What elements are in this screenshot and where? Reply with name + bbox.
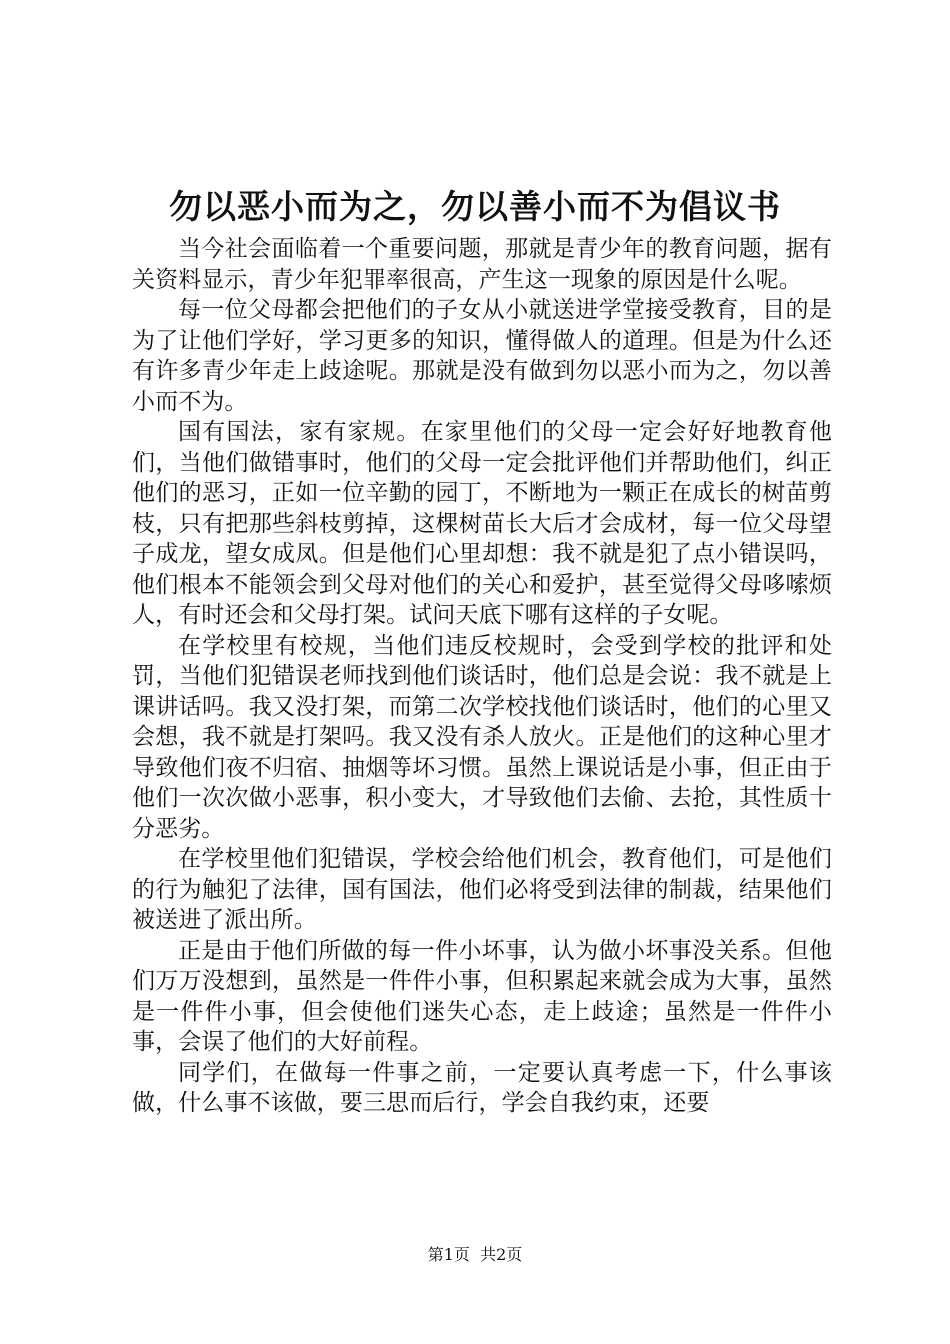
document-title: 勿以恶小而为之，勿以善小而不为倡议书 xyxy=(169,187,781,226)
paragraph: 国有国法，家有家规。在家里他们的父母一定会好好地教育他们，当他们做错事时，他们的父母一定会批评他们并帮助他们，纠正他们的恶习，正如一位辛勤的园丁，不断地为一颗正在成长的树苗剪枝，只有把那些斜枝剪掉，这棵树苗长大后才会成材，每一位父母望子成龙，望女成凤。但是他们心里却想：我不就是犯了点小错误吗，他们根本不能领会到父母对他们的关心和爱护，甚至觉得父母哆嗦烦人，有时还会和父母打架。试问天底下哪有这样的子女呢。 xyxy=(132,419,832,628)
paragraph: 当今社会面临着一个重要问题，那就是青少年的教育问题，据有关资料显示，青少年犯罪率很高，产生这一现象的原因是什么呢。 xyxy=(132,236,832,293)
paragraph: 在学校里有校规，当他们违反校规时，会受到学校的批评和处罚，当他们犯错误老师找到他们谈话时，他们总是会说：我不就是上课讲话吗。我又没打架，而第二次学校找他们谈话时，他们的心里又会想，我不就是打架吗。我又没有杀人放火。正是他们的这种心里才导致他们夜不归宿、抽烟等坏习惯。虽然上课说话是小事，但正由于他们一次次做小恶事，积小变大，才导致他们去偷、去抢，其性质十分恶劣。 xyxy=(132,632,832,842)
paragraph: 在学校里他们犯错误，学校会给他们机会，教育他们，可是他们的行为触犯了法律，国有国法，他们必将受到法律的制裁，结果他们被送进了派出所。 xyxy=(132,846,832,933)
page-number: 第1页 xyxy=(427,1245,470,1264)
paragraph: 正是由于他们所做的每一件小坏事，认为做小坏事没关系。但他们万万没想到，虽然是一件件小事，但积累起来就会成为大事，虽然是一件件小事，但会使他们迷失心态，走上歧途；虽然是一件件小事，会误了他们的大好前程。 xyxy=(132,937,832,1055)
paragraph: 同学们，在做每一件事之前，一定要认真考虑一下，什么事该做，什么事不该做，要三思而后行，学会自我约束，还要 xyxy=(132,1059,832,1116)
paragraph: 每一位父母都会把他们的子女从小就送进学堂接受教育，目的是为了让他们学好，学习更多的知识，懂得做人的道理。但是为什么还有许多青少年走上歧途呢。那就是没有做到勿以恶小而为之，勿以善小而不为。 xyxy=(132,297,832,415)
page-total: 共2页 xyxy=(480,1245,523,1264)
page-footer xyxy=(0,1244,950,1266)
footer-spacer xyxy=(470,1245,480,1264)
document-body xyxy=(132,234,832,1119)
